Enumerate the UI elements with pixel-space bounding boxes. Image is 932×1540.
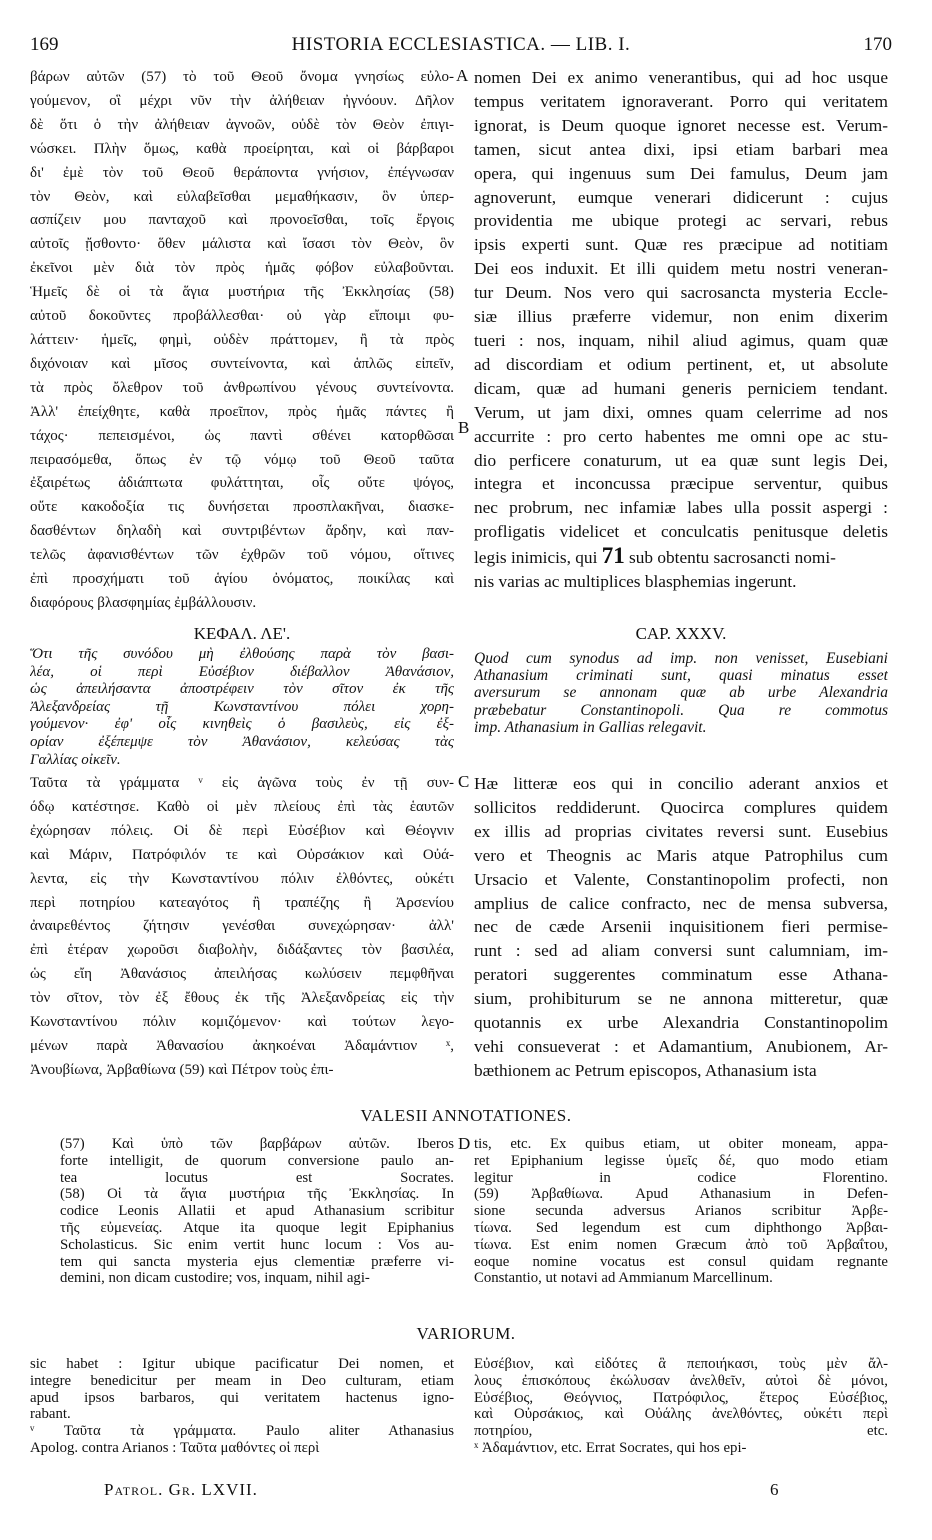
greek-line: τὸν Θεὸν, καὶ εὐλαβεῖσθαι μεμαθήκασιν, ὃν ὑπερ- — [30, 188, 454, 205]
latin-line: peratori suggerentes comminatum esse Athana- — [474, 965, 888, 985]
greek-line: λάττειν· ἡμεῖς, φημὶ, οὐδὲν πράττομεν, ἢ τὰ πρὸς — [30, 331, 454, 348]
latin-line — [474, 544, 888, 570]
margin-marker-c: C — [458, 772, 470, 791]
column-number: 71 — [601, 544, 625, 569]
variorum-heading: VARIORUM. — [416, 1324, 516, 1343]
latin-line: vero et Theognis ac Maris atque Patrophilus cum — [474, 845, 888, 865]
footer-volume: Patrol. Gr. LXVII. — [104, 1480, 258, 1499]
annotation-line: Apolog. contra Arianos : Ταῦτα μαθόντες οἱ περὶ — [30, 1439, 320, 1456]
chapter-summary-line: Quod cum synodus ad imp. non venisset, Eusebiani — [474, 650, 888, 667]
annotation-line: (57) Καὶ ὑπὸ τῶν βαρβάρων αὐτῶν. Iberos — [60, 1136, 454, 1152]
latin-text-column-mid — [474, 772, 888, 1083]
greek-line: Κωνσταντίνου πόλιν κομιζόμενον· καὶ τούτων λεγο- — [30, 1014, 454, 1031]
greek-line: τὰ πρὸς ὄλεθρον τοῦ ἀνθρωπίνου γένους συντείνοντα. — [30, 379, 454, 396]
greek-line: αὐτοῖς ᾔσθοντο· ὅθεν μάλιστα καὶ ἴσασι τὸν Θεὸν, ὃν — [30, 236, 454, 253]
annotation-line: ret Epiphanium legisse ὑμεῖς δέ, quo modo etiam — [474, 1152, 888, 1169]
chapter-summary-line: Γαλλίας οἰκεῖν. — [30, 751, 121, 768]
annotation-line: Scholasticus. Sic enim vertit hunc locum : Vos au- — [60, 1236, 454, 1253]
annotation-line: ˣ Ἀδαμάντιον, etc. Errat Socrates, qui hos epi- — [474, 1439, 747, 1456]
latin-line-start: legis inimicis, qui — [474, 548, 598, 568]
greek-line: τάχος· πεπεισμένοι, ὡς παντὶ σθένει κατορθῶσαι — [30, 427, 454, 444]
chapter-summary-line: aversurum se annonam quæ ab urbe Alexandria — [474, 684, 888, 702]
chapter-summary-line: Ἀλεξανδρείας τῇ Κωνσταντίνου πόλει χορη- — [30, 698, 454, 715]
latin-line: nis varias ac multiplices blasphemias ingerunt. — [474, 572, 797, 592]
chapter-summary-line: γούμενον· ἐφ' οἷς κινηθεὶς ὁ βασιλεὺς, εἰς ἐξ- — [30, 716, 454, 733]
latin-line: profligatis videlicet et conculcatis penitusque deletis — [474, 522, 888, 542]
greek-line: τὸν σῖτον, τὸν ἐξ ἔθους ἐκ τῆς Ἀλεξανδρείας εἰς τὴν — [30, 990, 454, 1007]
annotation-line: sione secunda adversus Arianos scribitur Ἀρβε- — [474, 1203, 888, 1220]
greek-line: γούμενον, οἳ μέχρι νῦν τὴν ἀλήθειαν ἠγνόουν. Δῆλον — [30, 92, 454, 109]
greek-line: όδῳ κατέστησε. Καθὸ οἱ μὲν πλείους ἐπὶ τὰς ἑαυτῶν — [30, 798, 454, 815]
annotation-line: (59) Ἀρβαθίωνα. Apud Athanasium in Defen- — [474, 1186, 888, 1203]
chapter-summary-line: præbebatur Constantinopoli. Qua re commotus — [474, 701, 888, 719]
chapter-summary-line: Ὅτι τῆς συνόδου μὴ ἐλθούσης παρὰ τὸν βασι- — [30, 646, 454, 662]
greek-text-column-mid — [30, 772, 454, 1083]
greek-line: Ἀλλ' ἐπείχθητε, καθὰ προεῖπον, πρὸς ἡμᾶς πάντες ἢ — [30, 403, 454, 420]
annotation-line: ᵛ Ταῦτα τὰ γράμματα. Paulo aliter Athanasius — [30, 1423, 454, 1440]
latin-text-column-top — [474, 66, 888, 594]
latin-line: ignorat, is Deum quoque ignoret necesse est. Verum- — [474, 115, 888, 135]
annotation-line: integre benedicitur per meam in Deo culturam, etiam — [30, 1372, 454, 1389]
greek-line: πειρασόμεθα, ὅπως ἐν τῷ νόμῳ τοῦ Θεοῦ ταῦτα — [30, 451, 454, 468]
latin-line: Ursacio et Valente, Constantinopolim profecti, non — [474, 869, 888, 889]
annotation-line: λους ἐπισκόπους ἐκώλυσαν ἀνελθεῖν, αὐτοὶ δὲ μόνοι, — [474, 1372, 888, 1389]
latin-line: nec de cæde Arsenii inquisitionem fieri permise- — [474, 917, 888, 937]
chapter-summary-line: λέα, οἱ περὶ Εὐσέβιον διέβαλλον Ἀθανάσιον, — [30, 663, 454, 680]
latin-line: nomen Dei ex animo venerantibus, qui ad hoc usque — [474, 68, 888, 87]
greek-line: αὐτοῦ δοκοῦντες προβάλλεσθαι· οὐ γὰρ εἴποιμι φυ- — [30, 308, 454, 325]
greek-line: ἐπὶ προσχήματι τοῦ ἁγίου ὀνόματος, ποικίλας καὶ — [30, 571, 454, 588]
annotation-line: demini, non dicam custodire; vos, inquam, nihil agi- — [60, 1270, 370, 1287]
latin-line: amplius de calice confracto, nec de mensa subversa, — [474, 893, 888, 913]
greek-line: δασθέντων δηλαδὴ καὶ συντριβέντων ἄρδην, καὶ παν- — [30, 523, 454, 540]
chapter-heading-greek: ΚΕΦΑΛ. ΛΕ'. — [193, 624, 291, 643]
footer-signature: 6 — [770, 1480, 779, 1499]
annotation-line: τίωνα. Sed legendum est cum diphthongo Ἀρβαι- — [474, 1219, 888, 1236]
latin-line: Dei eos induxit. Et illi quidem metu nostri veneran- — [474, 259, 888, 279]
greek-line: Ἀνουβίωνα, Ἀρβαθίωνα (59) καὶ Πέτρον τοὺς ἐπι- — [30, 1061, 334, 1078]
latin-line: runt : sed ad aliam conversi sunt calumniam, im- — [474, 941, 888, 961]
greek-line: περὶ ποτηρίου κατεαγότος ἢ τραπέζης ἢ Ἀρσενίου — [30, 894, 454, 911]
latin-line-end: sub obtentu sacrosancti nomi- — [629, 548, 836, 568]
running-header — [30, 34, 892, 58]
greek-text-column-top — [30, 66, 454, 616]
latin-line: dio perficere conaturum, ut ea quæ sunt legis Dei, — [474, 450, 888, 470]
annotation-line: (58) Οἱ τὰ ἅγια μυστήρια τῆς Ἐκκλησίας. In — [60, 1186, 454, 1203]
running-title: HISTORIA ECCLESIASTICA. — LIB. I. — [291, 34, 631, 55]
variorum-notes-right — [474, 1356, 888, 1457]
annotation-line: codice Leonis Allatii et apud Athanasium scribitur — [60, 1203, 454, 1220]
annotation-line: τίωνα. Est enim nomen Græcum ἀπὸ τοῦ Ἀρβαΐτου, — [474, 1236, 888, 1253]
annotation-line: tis, etc. Ex quibus etiam, ut obiter moneam, appa- — [474, 1136, 888, 1152]
greek-line: Ἡμεῖς δὲ οἱ τὰ ἅγια μυστήρια τῆς Ἐκκλησίας (58) — [30, 284, 454, 301]
greek-line: δὲ ὅτι ὁ τὴν ἀλήθειαν ἀγνοῶν, οὐδὲ τὸν Θεὸν ἐπιγι- — [30, 116, 454, 133]
annotation-line: καὶ Οὐρσάκιος, καὶ Οὐάλης ἀνελθόντες, οὐκέτι περὶ — [474, 1406, 888, 1423]
annotation-line: forte intelligit, de quorum conversione paulo an- — [60, 1152, 454, 1169]
greek-line: Ταῦτα τὰ γράμματα ᵛ εἰς ἀγῶνα τοὺς ἐν τῇ συν- — [30, 775, 454, 791]
latin-line: integra et inconcussa præcipue serventur, quibus — [474, 474, 888, 494]
margin-marker-b: B — [458, 418, 470, 437]
latin-line: ex illis ad proprias civitates reversi sunt. Eusebius — [474, 821, 888, 841]
latin-line: vehi consueverat : et Adamantium, Anubionem, Ar- — [474, 1036, 888, 1056]
chapter-summary-line: Athanasium criminati sunt, quasi minatus esset — [474, 667, 888, 685]
latin-line: tempus veritatem ignoraverant. Porro qui veritatem — [474, 91, 888, 111]
greek-line: λεντα, εἰς τὴν Κωνσταντίνου πόλιν ἐλθόντες, οὐκέτι — [30, 870, 454, 887]
valesii-notes-left — [60, 1136, 454, 1287]
greek-line: ἐπὶ ἑτέραν χωροῦσι διαβολὴν, διδάξαντες τὸν βασιλέα, — [30, 942, 454, 959]
greek-line: ἐκεῖνοι μὲν διὰ τὸν πρὸς ἡμᾶς φόβον εὐλαβοῦνται. — [30, 260, 454, 277]
annotation-line: eoque nomine vocatus est consul quidam regnante — [474, 1253, 888, 1270]
greek-line: δι' ἐμὲ τὸν τοῦ Θεοῦ θεράποντα γνήσιον, ἐπέγνωσαν — [30, 164, 454, 181]
latin-line: ipsis experti sunt. Quæ res præcipue ad notitiam — [474, 235, 888, 255]
greek-line: βάρων αὐτῶν (57) τὸ τοῦ Θεοῦ ὄνομα γνησίως εὐλο- — [30, 69, 454, 85]
greek-line: οὔτε κακοδοξία τις δυνήσεται προσπλακῆναι, διασκε- — [30, 499, 454, 516]
annotation-line: apud ipsos barbaros, qui veritatem hactenus igno- — [30, 1389, 454, 1406]
annotation-line: tem qui sancta mysteria ejus clementiæ præferre vi- — [60, 1253, 454, 1270]
annotation-line: legitur in codice Florentino. — [474, 1169, 888, 1186]
greek-line: ἐχώρησαν πόλεις. Οἱ δὲ περὶ Εὐσέβιον καὶ Θέογνιν — [30, 822, 454, 839]
latin-line: Hæ litteræ eos qui in concilio aderant anxios et — [474, 774, 888, 793]
page-number-left: 169 — [30, 34, 59, 55]
greek-line: ἀναιρεθέντος ζήτησιν γενέσθαι συνεχώρησαν· ἀλλ' — [30, 918, 454, 935]
margin-marker-a: A — [456, 66, 469, 85]
chapter-heading-latin: CAP. XXXV. — [635, 624, 727, 643]
annotation-line: ποτηρίου, etc. — [474, 1423, 888, 1440]
latin-line: tur Deum. Nos vero qui sacrosancta mysteria Eccle- — [474, 283, 888, 303]
page-number-right: 170 — [863, 34, 892, 55]
chapter-summary-line: imp. Athanasium in Gallias relegavit. — [474, 718, 707, 736]
latin-line: siæ illius præferre videmur, non enim dixerim — [474, 307, 888, 327]
annotation-line: Εὐσέβιον, καὶ εἰδότες ἃ πεποιήκασι, τοὺς μὲν ἄλ- — [474, 1356, 888, 1372]
greek-line: διαφόρους βλασφημίας ἐμβάλλουσιν. — [30, 594, 257, 611]
latin-line: sium, prohibiturum se ne annona mitteretur, quæ — [474, 989, 888, 1009]
annotation-line: tea locutus est Socrates. — [60, 1169, 454, 1186]
variorum-notes-left — [30, 1356, 454, 1457]
latin-line: ad discordiam et odium pertinent, et, ut absolute — [474, 354, 888, 374]
chapter-summary-line: ορίαν ἐξέπεμψε τὸν Ἀθανάσιον, κελεύσας τὰς — [30, 733, 454, 750]
annotation-line: τῆς εὐμενείας. Atque ita quoque legit Epiphanius — [60, 1219, 454, 1236]
annotation-line: sic habet : Igitur ubique pacificatur Dei nomen, et — [30, 1356, 454, 1372]
greek-line: νώσκει. Πλὴν ὅμως, καθὰ προείρηται, καὶ οἱ βάρβαροι — [30, 140, 454, 157]
greek-line: ἐξαιρέτως ἀδιάπτωτα φυλάττηται, οἷς οὔτε ψόγος, — [30, 475, 454, 492]
valesii-notes-right — [474, 1136, 888, 1287]
annotation-line: Εὐσέβιος, Θεόγνιος, Πατρόφιλος, ἕτερος Εὐσέβιος, — [474, 1389, 888, 1406]
greek-line: ασπίζειν μου πανταχοῦ καὶ προνοεῖσθαι, τοῖς ἔργοις — [30, 212, 454, 229]
latin-line: tamen, sicut antea dixi, ipsi etiam barbari mea — [474, 139, 888, 159]
latin-line: nec probrum, nec infamiæ labes ulla possit aspergi : — [474, 498, 888, 518]
greek-line: ὡς εἴη Ἀθανάσιος ἀπειλήσας κωλύσειν πεμφθῆναι — [30, 966, 454, 983]
chapter-summary-greek — [30, 646, 454, 769]
greek-line: τελῶς ἀφανισθέντων τῶν ἐχθρῶν τοῦ νόμου, οἵτινες — [30, 547, 454, 564]
latin-line: tueri : nos, inquam, nihil aliud agimus, quam quæ — [474, 330, 888, 350]
chapter-summary-latin — [474, 650, 888, 736]
latin-line: providentia me ubique protegi ac servari, rebus — [474, 211, 888, 231]
latin-line: sollicitos reddiderunt. Quocirca complures quidem — [474, 797, 888, 817]
latin-line: opera, qui ingenuus sum Dei famulus, Deum jam — [474, 163, 888, 183]
valesii-annotations-heading: VALESII ANNOTATIONES. — [360, 1106, 572, 1125]
latin-line: quotannis ex urbe Alexandria Constantinopolim — [474, 1013, 888, 1033]
latin-line: dicam, quæ ad humani generis perniciem tendant. — [474, 378, 888, 398]
latin-line: bæthionem ac Petrum episcopos, Athanasium ista — [474, 1060, 817, 1080]
greek-line: μένων παρὰ Ἀθανασίου ἀκηκοέναι Ἀδαμάντιον ˣ, — [30, 1037, 454, 1054]
annotation-line: Constantio, ut notavi ad Ammianum Marcellinum. — [474, 1270, 773, 1287]
greek-line: καὶ Μάριν, Πατρόφιλόν τε καὶ Οὐρσάκιον καὶ Οὐά- — [30, 846, 454, 863]
latin-line: Verum, ut jam dixi, omnes quam celerrime ad nos — [474, 402, 888, 422]
margin-marker-d: D — [458, 1134, 471, 1153]
greek-line: διχόνοιαν καὶ μῖσος συντείνοντα, καὶ ἁπλῶς εἰπεῖν, — [30, 355, 454, 372]
annotation-line: rabant. — [30, 1406, 71, 1423]
latin-line: accurrite : pro certo habentes me omni ope ac stu- — [474, 426, 888, 446]
latin-line: agnoverunt, eumque venerari didicerunt : cujus — [474, 187, 888, 207]
chapter-summary-line: ὡς ἀπειλήσαντα ἀποστρέφειν τὸν σῖτον ἐκ τῆς — [30, 681, 454, 698]
